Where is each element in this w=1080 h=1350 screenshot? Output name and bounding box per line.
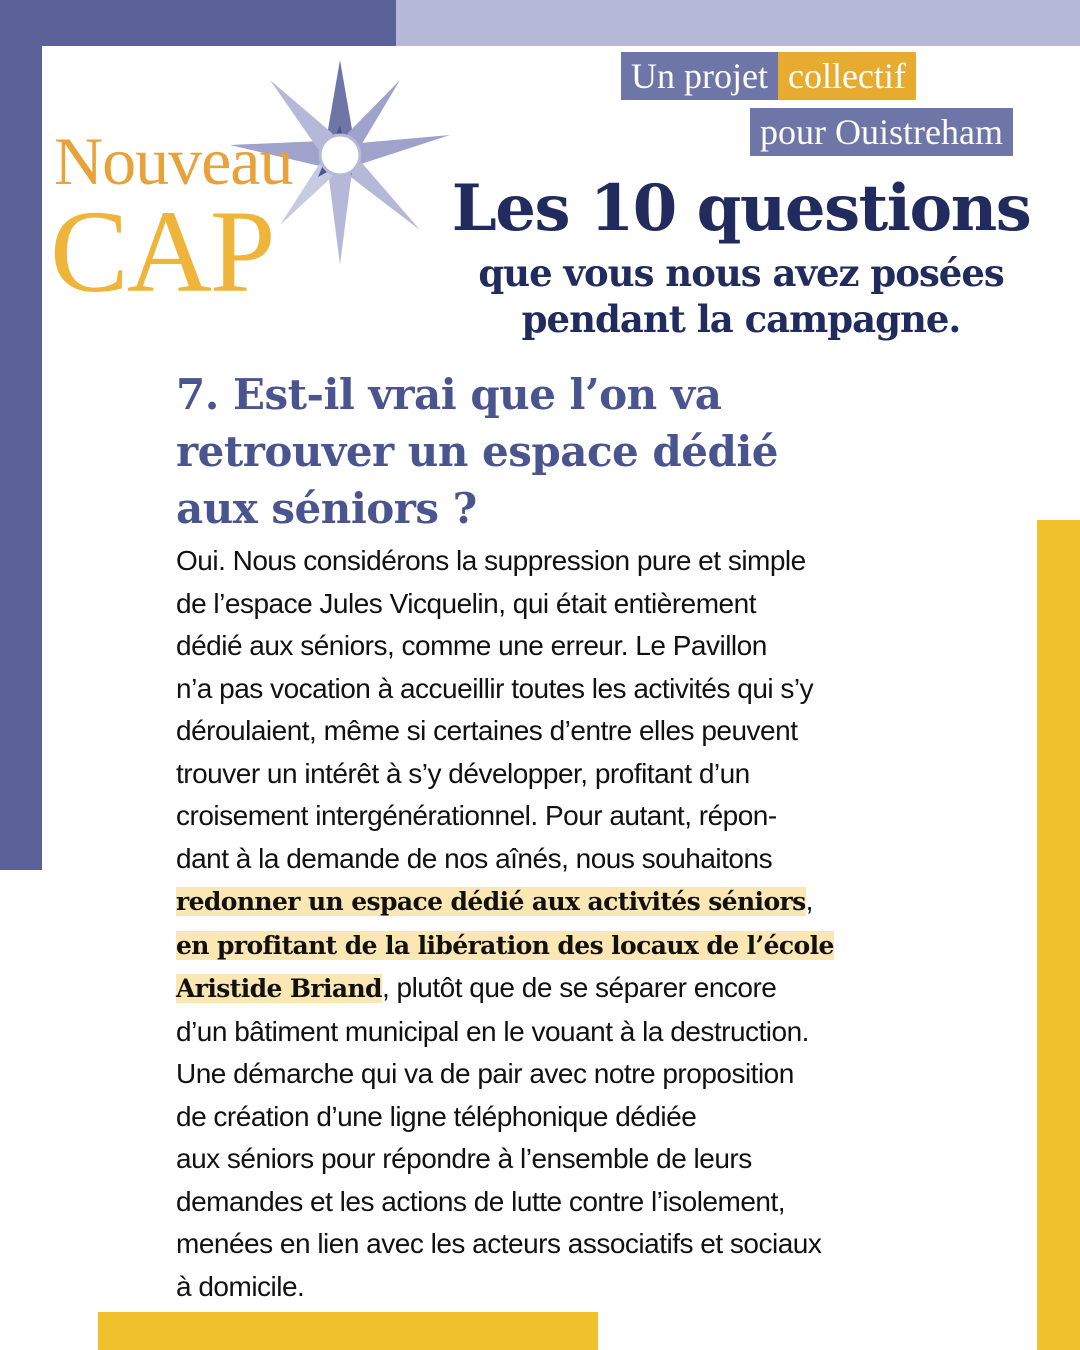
tagline-line-1 [621,52,916,100]
answer-line: trouver un intérêt à s’y développer, profitant d’un [176,757,750,789]
top-right-lavender-band [396,0,1080,46]
logo-word-nouveau: Nouveau [54,123,293,199]
answer-line: de création d’une ligne téléphonique dédiée [176,1100,697,1132]
headline [436,168,1046,342]
question-title [176,366,976,537]
bottom-gold-band [98,1312,598,1350]
answer-line-highlighted [176,924,916,968]
left-indigo-band [0,0,42,870]
headline-subtitle [436,250,1046,342]
answer-line: croisement intergénérationnel. Pour autant, répon- [176,800,777,831]
answer-line: déroulaient, même si certaines d’entre elles peuvent [176,715,798,746]
highlight-text: en profitant de la libération des locaux de l’école [176,930,834,960]
answer-line: n’a pas vocation à accueillir toutes les activités qui s’y [176,672,814,704]
answer-line: d’un bâtiment municipal en le vouant à la destruction. [176,1015,809,1047]
highlight-text: redonner un espace dédié aux activités séniors [176,887,806,916]
answer-line: Une démarche qui va de pair avec notre proposition [176,1058,794,1089]
tagline-part-2: collectif [778,52,916,100]
highlight-text: Aristide Briand [176,974,382,1003]
answer-text-fragment: , [805,885,813,916]
nouveau-cap-logo [50,55,450,317]
right-gold-band [1037,520,1080,1350]
headline-subtitle-line-2: pendant la campagne. [521,297,961,341]
answer-line: menées en lien avec les acteurs associatifs et sociaux [176,1228,822,1259]
answer-line-highlighted [176,880,916,924]
answer-line-highlighted [176,967,916,1011]
headline-main: Les 10 questions [451,171,1031,246]
headline-subtitle-line-1: que vous nous avez posées [478,251,1004,295]
answer-line: de l’espace Jules Vicquelin, qui était entièrement [176,587,756,619]
answer-text-fragment: , plutôt que de se séparer encore [381,972,777,1003]
top-left-indigo-band [0,0,396,46]
answer-line: Oui. Nous considérons la suppression pure et simple [176,545,806,576]
answer-line: demandes et les actions de lutte contre l’isolement, [176,1185,786,1217]
answer-line: à domicile. [176,1270,305,1302]
logo-word-cap: CAP [50,186,274,317]
question-line: retrouver un espace dédié [176,427,778,476]
tagline-part-1: Un projet [621,52,778,100]
answer-text [176,540,916,1308]
tagline-line-2: pour Ouistreham [750,108,1013,156]
answer-line: dédié aux séniors, comme une erreur. Le Pavillon [176,630,767,661]
question-line: 7. Est-il vrai que l’on va [176,370,722,419]
answer-line: aux séniors pour répondre à l’ensemble de leurs [176,1143,752,1174]
answer-line: dant à la demande de nos aînés, nous souhaitons [176,842,773,874]
question-line: aux séniors ? [176,484,477,533]
